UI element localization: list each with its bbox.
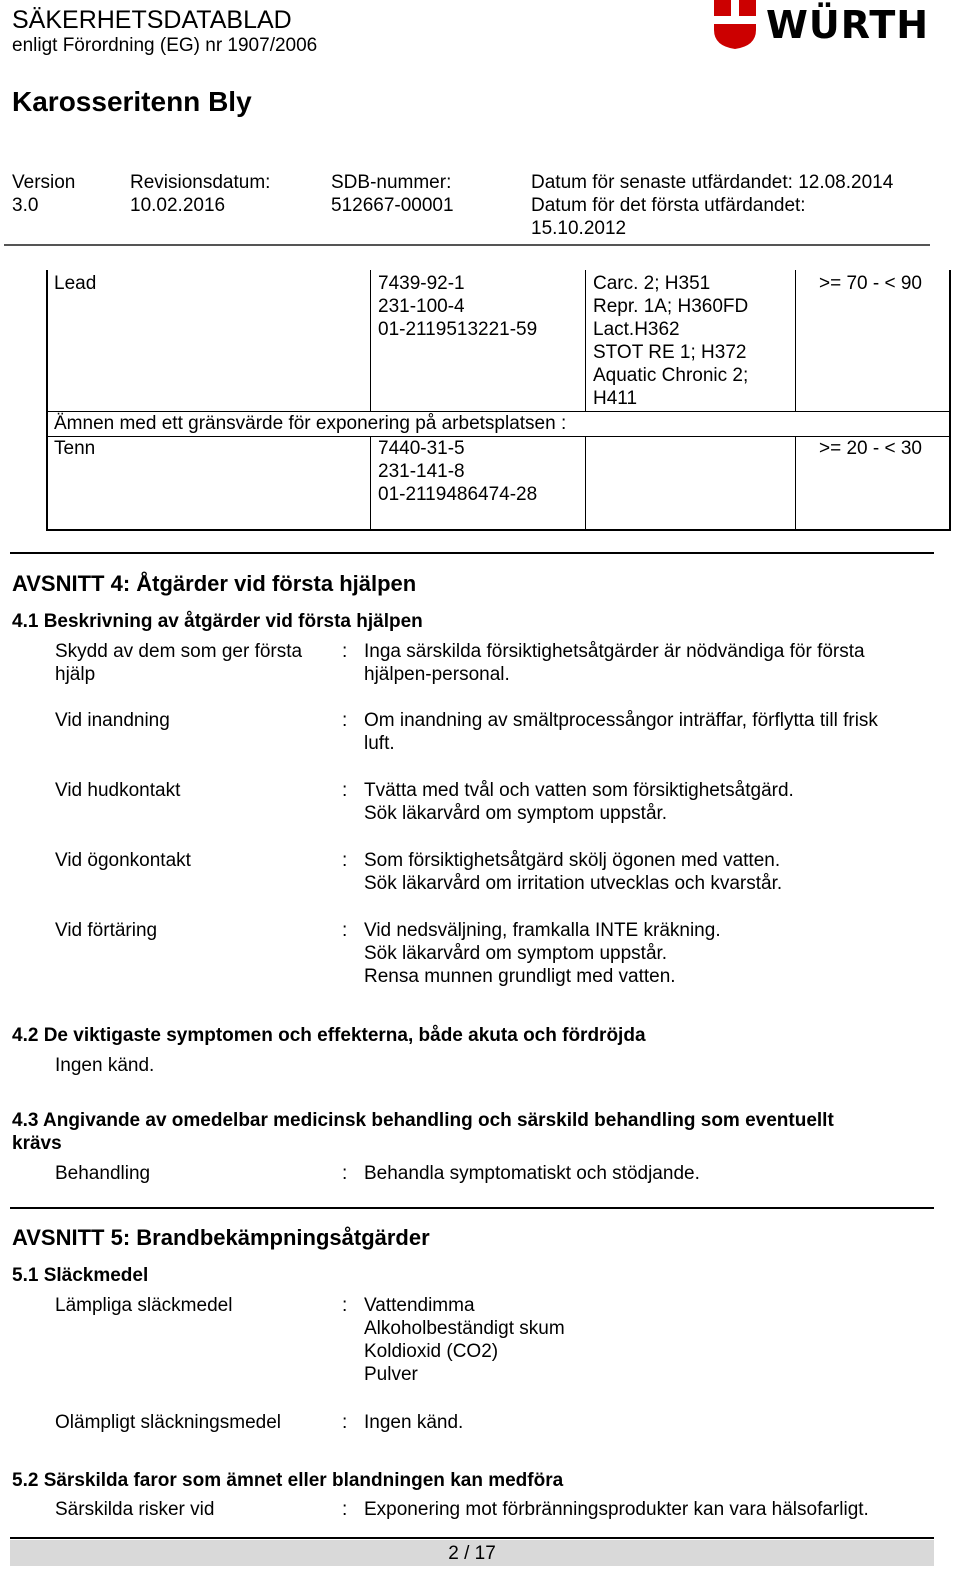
sds-number-label: SDB-nummer:	[331, 172, 452, 193]
colon-separator: :	[342, 920, 348, 941]
colon-separator: :	[342, 1295, 348, 1316]
first-aid-label-ingestion: Vid förtäring	[55, 920, 158, 941]
subsection-4-1-title: 4.1 Beskrivning av åtgärder vid första hjälpen	[12, 611, 423, 632]
table-cell-concentration: >= 70 - < 90	[819, 273, 922, 294]
subsection-5-1-title: 5.1 Släckmedel	[12, 1265, 149, 1286]
version-label: Version	[12, 172, 76, 193]
colon-separator: :	[342, 710, 348, 731]
sds-number-value: 512667-00001	[331, 195, 454, 216]
first-aid-value-skin: Tvätta med tvål och vatten som försiktighetsåtgärd. Sök läkarvård om symptom uppstår.	[364, 780, 794, 824]
section-4-title: AVSNITT 4: Åtgärder vid första hjälpen	[12, 571, 417, 596]
special-risks-value: Exponering mot förbränningsprodukter kan vara hälsofarligt.	[364, 1499, 869, 1520]
unsuitable-media-label: Olämpligt släckningsmedel	[55, 1412, 281, 1433]
version-value: 3.0	[12, 195, 39, 216]
section-divider	[10, 1207, 934, 1209]
colon-separator: :	[342, 1412, 348, 1433]
section-5-title: AVSNITT 5: Brandbekämpningsåtgärder	[12, 1225, 430, 1250]
footer-divider	[10, 1537, 934, 1539]
first-aid-value-inhalation: Om inandning av smältprocessångor inträffar, förflytta till frisk luft.	[364, 710, 878, 754]
suitable-media-label: Lämpliga släckmedel	[55, 1295, 233, 1316]
exposure-limit-note: Ämnen med ett gränsvärde för exponering på arbetsplatsen :	[54, 413, 567, 434]
revision-label: Revisionsdatum:	[130, 172, 271, 193]
table-cell-identifiers: 7440-31-5 231-141-8 01-2119486474-28	[378, 438, 538, 505]
colon-separator: :	[342, 850, 348, 871]
page-number: 2 / 17	[448, 1543, 496, 1564]
colon-separator: :	[342, 641, 348, 662]
symptoms-text: Ingen känd.	[55, 1055, 155, 1076]
composition-table	[0, 0, 960, 540]
revision-value: 10.02.2016	[130, 195, 226, 216]
table-border-right	[949, 270, 951, 530]
section-divider	[10, 552, 934, 554]
colon-separator: :	[342, 780, 348, 801]
first-issue-value: 15.10.2012	[531, 218, 627, 239]
first-aid-value-ingestion: Vid nedsväljning, framkalla INTE kräkning. Sök läkarvård om symptom uppstår. Rensa munnen grundligt med vatten.	[364, 920, 721, 987]
colon-separator: :	[342, 1163, 348, 1184]
first-aid-value-rescuers: Inga särskilda försiktighetsåtgärder är nödvändiga för första hjälpen-personal.	[364, 641, 865, 685]
table-cell-substance-name: Lead	[54, 273, 97, 294]
table-border-bottom	[46, 529, 951, 531]
subsection-5-2-title: 5.2 Särskilda faror som ämnet eller blandningen kan medföra	[12, 1470, 564, 1491]
table-col-divider	[370, 270, 371, 412]
first-aid-label-eye: Vid ögonkontakt	[55, 850, 191, 871]
table-col-divider	[585, 436, 586, 530]
table-border-left	[46, 270, 48, 530]
suitable-media-value: Vattendimma Alkoholbeständigt skum Koldioxid (CO2) Pulver	[364, 1295, 565, 1385]
table-cell-identifiers: 7439-92-1 231-100-4 01-2119513221-59	[378, 273, 538, 340]
first-aid-value-eye: Som försiktighetsåtgärd skölj ögonen med vatten. Sök läkarvård om irritation utvecklas och kvarstår.	[364, 850, 783, 894]
colon-separator: :	[342, 1499, 348, 1520]
table-col-divider	[370, 436, 371, 530]
first-aid-label-rescuers: Skydd av dem som ger första hjälp	[55, 641, 303, 685]
first-aid-label-inhalation: Vid inandning	[55, 710, 170, 731]
treatment-value: Behandla symptomatiskt och stödjande.	[364, 1163, 700, 1184]
wurth-logo-text: WÜRTH	[766, 3, 930, 47]
table-col-divider	[585, 270, 586, 412]
latest-issue-date: Datum för senaste utfärdandet: 12.08.2014	[531, 172, 894, 193]
table-col-divider	[795, 436, 796, 530]
subsection-4-2-title: 4.2 De viktigaste symptomen och effekterna, både akuta och fördröjda	[12, 1025, 646, 1046]
treatment-label: Behandling	[55, 1163, 151, 1184]
product-name: Karosseritenn Bly	[12, 86, 252, 117]
subsection-4-3-title: 4.3 Angivande av omedelbar medicinsk behandling och särskild behandling som eventuellt krävs	[12, 1110, 834, 1154]
table-col-divider	[795, 270, 796, 412]
table-cell-classification: Carc. 2; H351 Repr. 1A; H360FD Lact.H362 STOT RE 1; H372 Aquatic Chronic 2; H411	[593, 273, 749, 409]
document-title: SÄKERHETSDATABLAD	[12, 6, 292, 34]
special-risks-label: Särskilda risker vid	[55, 1499, 215, 1520]
regulation-text: enligt Förordning (EG) nr 1907/2006	[12, 35, 318, 56]
table-cell-concentration: >= 20 - < 30	[819, 438, 922, 459]
unsuitable-media-value: Ingen känd.	[364, 1412, 464, 1433]
first-issue-label: Datum för det första utfärdandet:	[531, 195, 806, 216]
first-aid-label-skin: Vid hudkontakt	[55, 780, 181, 801]
table-cell-substance-name: Tenn	[54, 438, 96, 459]
